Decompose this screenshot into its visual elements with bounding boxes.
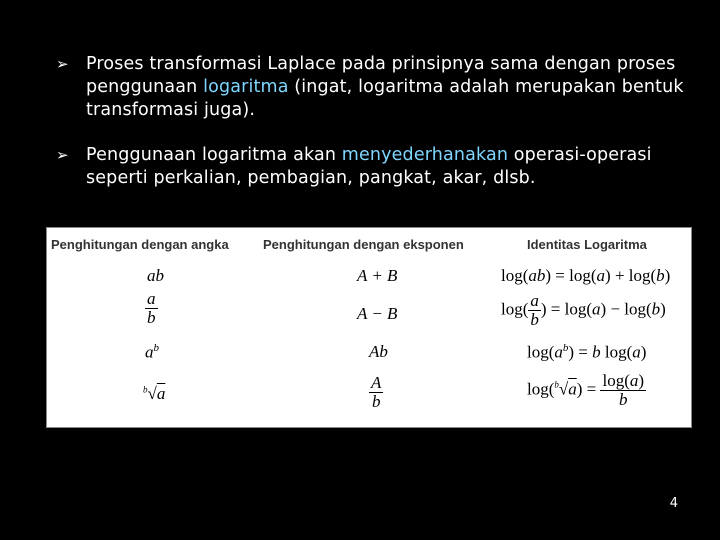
header-eksponen: Penghitungan dengan eksponen: [263, 237, 464, 252]
cell-angka-2: $\frac{a}{b}$: [147, 289, 156, 327]
logarithm-table: [46, 227, 692, 428]
cell-angka-4: $^b$√a: [143, 384, 166, 403]
cell-identitas-4: log($^b$√a) = $\frac{\log(a)}{b}$: [527, 371, 645, 409]
arrow-bullet-icon: ➢: [56, 146, 69, 164]
bullet-1: [56, 53, 696, 122]
cell-eksponen-2: A − B: [357, 304, 398, 323]
cell-angka-3: $a^b$: [145, 342, 159, 362]
bullet-1-text: Proses transformasi Laplace pada prinsipnya sama dengan proses penggunaan logaritma (ingat, logaritma adalah merupakan bentuk transformasi juga).: [86, 54, 684, 120]
cell-eksponen-4: $\frac{A}{b}$: [371, 373, 382, 411]
arrow-bullet-icon: ➢: [56, 55, 69, 73]
page-number: 4: [669, 496, 678, 511]
highlight-logaritma: logaritma: [203, 77, 289, 97]
cell-identitas-1: log(ab) = log(a) + log(b): [501, 266, 671, 285]
header-identitas: Identitas Logaritma: [527, 237, 647, 252]
cell-eksponen-3: Ab: [369, 342, 388, 361]
bullet-2-text: Penggunaan logaritma akan menyederhanakan operasi-operasi seperti perkalian, pembagian, pangkat, akar, dlsb.: [86, 145, 652, 188]
cell-identitas-2: log( $\frac{a}{b}$ ) = log(a) − log(b): [501, 291, 666, 329]
cell-angka-1: ab: [147, 266, 164, 285]
header-angka: Penghitungan dengan angka: [51, 237, 229, 252]
highlight-menyederhanakan: menyederhanakan: [341, 145, 509, 165]
bullet-2: [56, 144, 696, 190]
cell-identitas-3: $\log(a^b) = b$ log(a): [527, 342, 647, 362]
cell-eksponen-1: A + B: [357, 266, 398, 285]
